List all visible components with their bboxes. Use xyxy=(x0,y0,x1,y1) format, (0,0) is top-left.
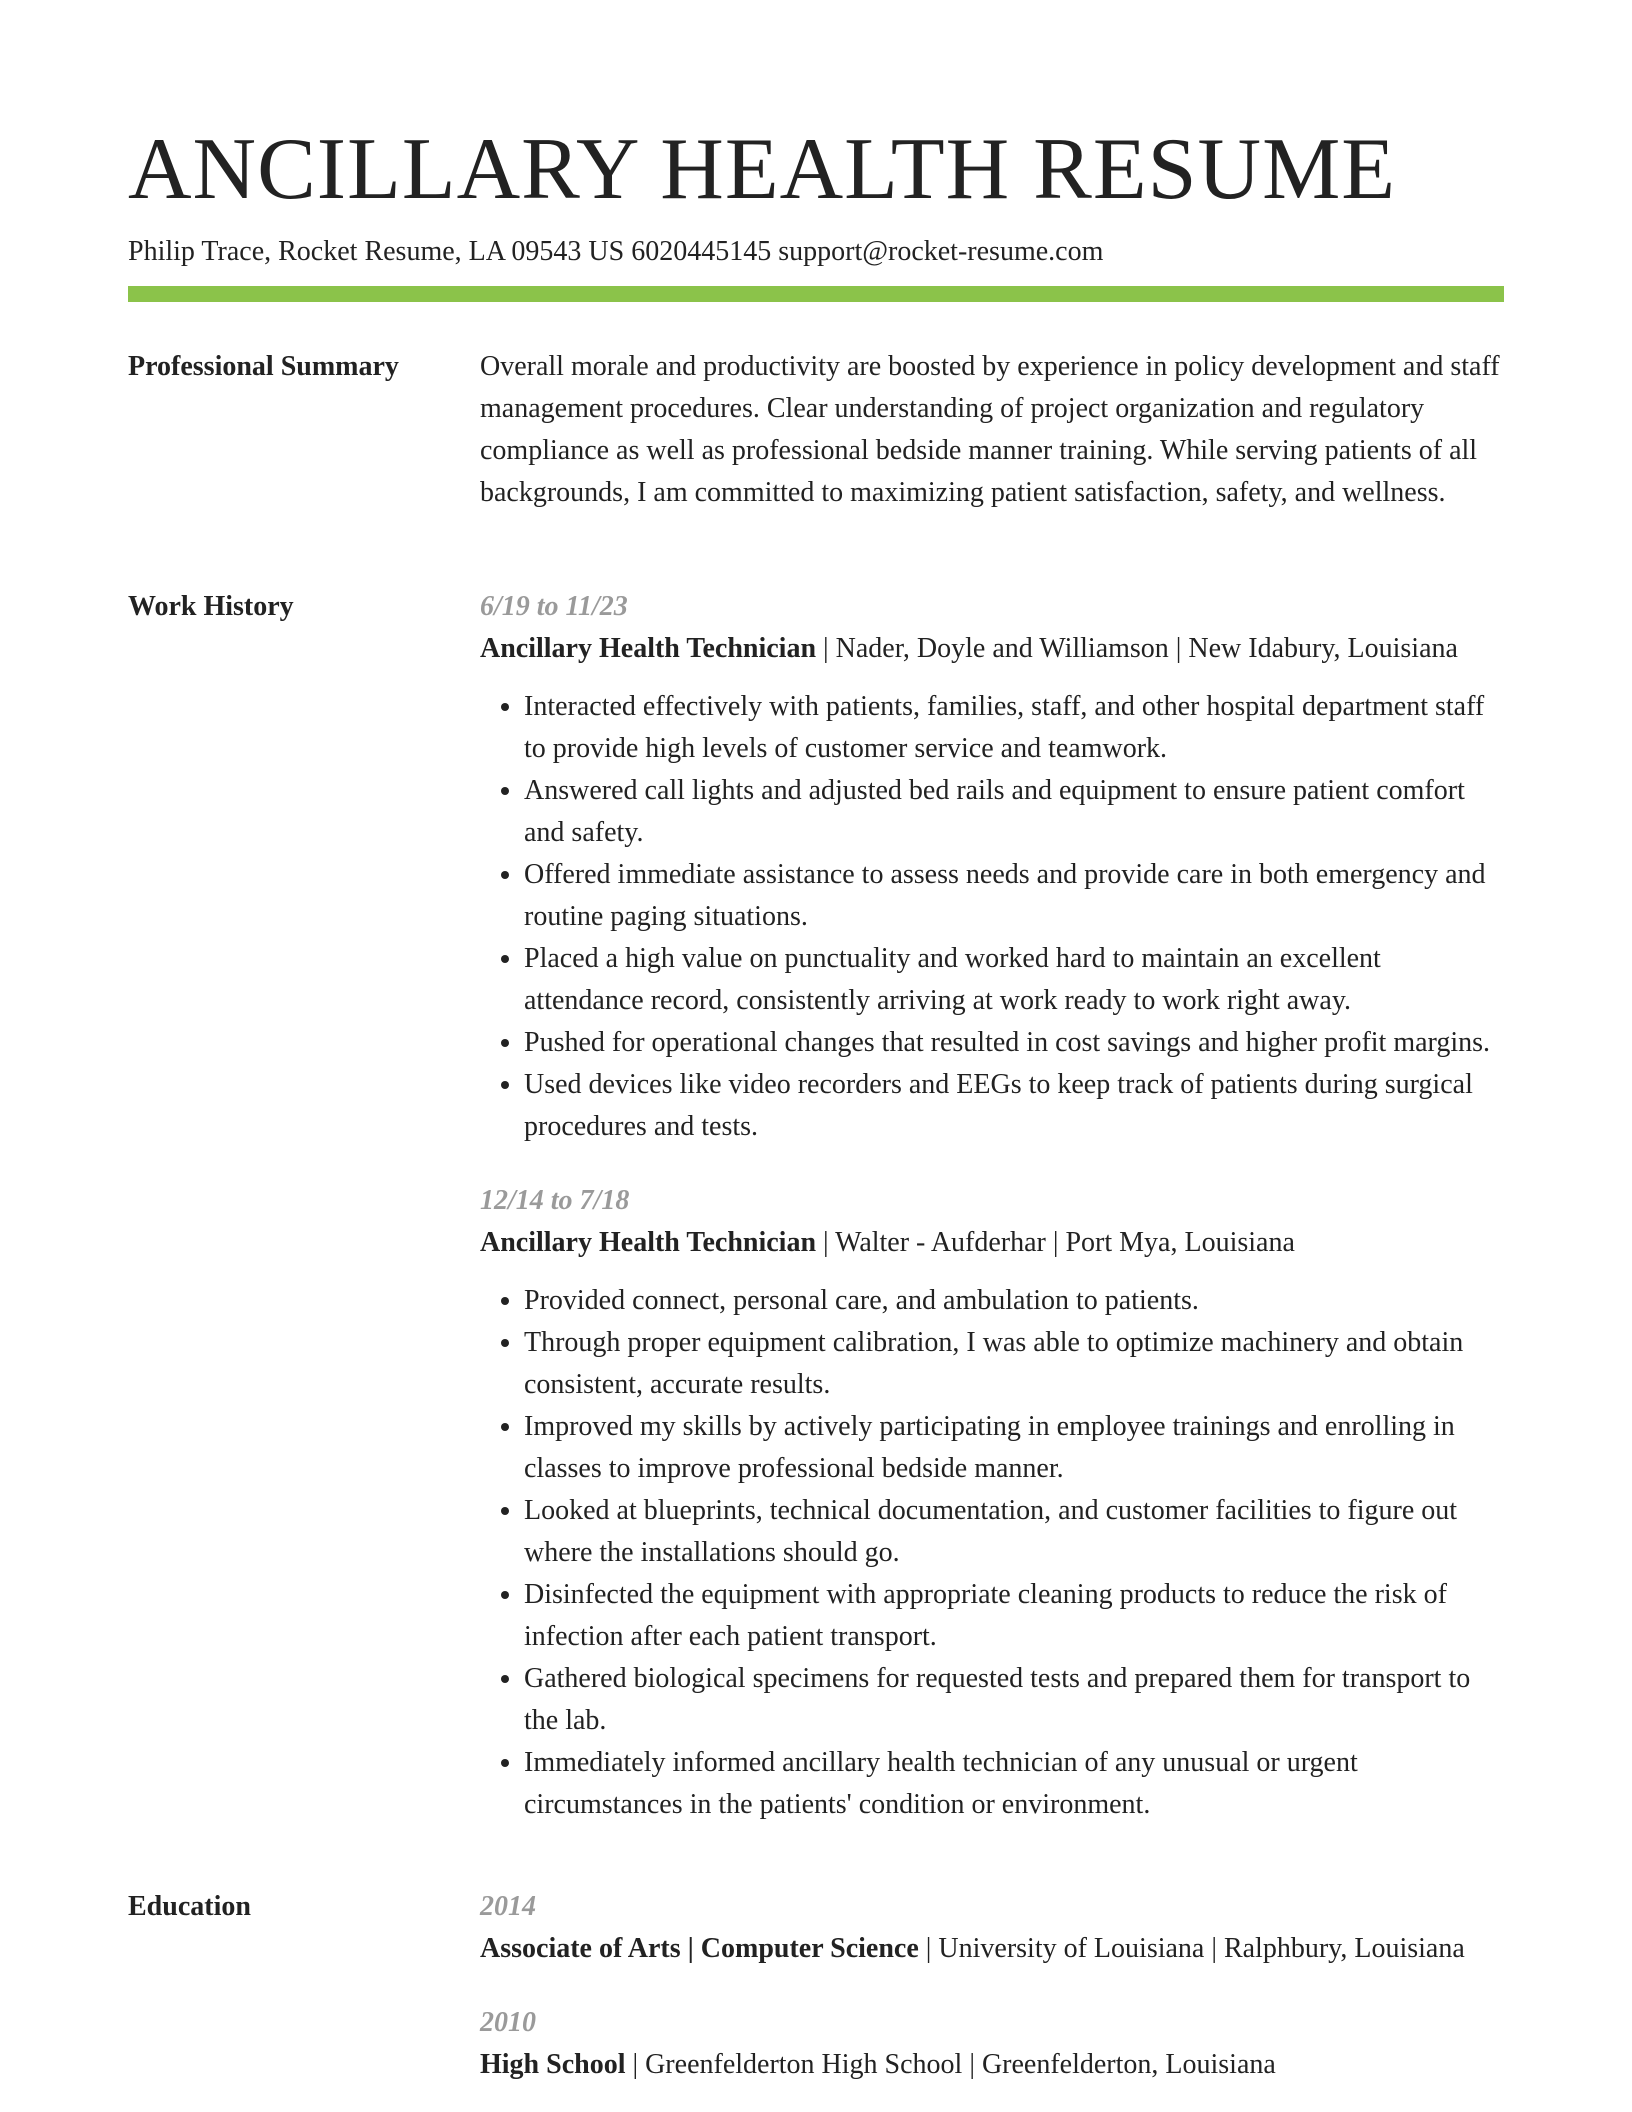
list-item: • Offered immediate assistance to assess needs and provide care in both emergency and routine paging situations. xyxy=(524,854,1504,938)
section-label-summary: Professional Summary xyxy=(128,351,399,382)
list-item: • Pushed for operational changes that resulted in cost savings and higher profit margins. xyxy=(524,1022,1504,1064)
education-entry xyxy=(480,2002,1504,2086)
summary-text: Overall morale and productivity are boosted by experience in policy development and staff management procedures. Clear understanding of project organization and regulatory compliance as well as professional bedside manner training. While serving patients of all backgrounds, I am committed to maximizing patient satisfaction, safety, and wellness. xyxy=(480,351,1500,508)
section-label-education: Education xyxy=(128,1891,251,1922)
job-role-line xyxy=(480,1222,1504,1264)
job-details: | Walter - Aufderhar | Port Mya, Louisiana xyxy=(816,1227,1295,1258)
education-entry xyxy=(480,1886,1504,1970)
list-item: • Looked at blueprints, technical documentation, and customer facilities to figure out where the installations should go. xyxy=(524,1490,1504,1574)
education-line xyxy=(480,1928,1504,1970)
page-title: ANCILLARY HEALTH RESUME xyxy=(128,121,1397,218)
education-details: | University of Louisiana | Ralphbury, Louisiana xyxy=(918,1933,1465,1964)
list-item: • Provided connect, personal care, and ambulation to patients. xyxy=(524,1280,1504,1322)
work-body xyxy=(480,586,1504,1826)
education-degree: High School xyxy=(480,2049,626,2080)
list-item: • Answered call lights and adjusted bed rails and equipment to ensure patient comfort and safety. xyxy=(524,770,1504,854)
list-item: • Used devices like video recorders and EEGs to keep track of patients during surgical procedures and tests. xyxy=(524,1064,1504,1148)
job-dates: 6/19 to 11/23 xyxy=(480,591,628,622)
job-details: | Nader, Doyle and Williamson | New Idabury, Louisiana xyxy=(816,633,1458,664)
resume-header xyxy=(128,118,1504,270)
list-item: • Interacted effectively with patients, families, staff, and other hospital department staff to provide high levels of customer service and teamwork. xyxy=(524,686,1504,770)
education-details: | Greenfelderton High School | Greenfelderton, Louisiana xyxy=(625,2049,1276,2080)
job-title: Ancillary Health Technician xyxy=(480,633,817,664)
job-title: Ancillary Health Technician xyxy=(480,1227,817,1258)
list-item: • Gathered biological specimens for requested tests and prepared them for transport to the lab. xyxy=(524,1658,1504,1742)
list-item: • Placed a high value on punctuality and worked hard to maintain an excellent attendance record, consistently arriving at work ready to work right away. xyxy=(524,938,1504,1022)
education-degree: Associate of Arts | Computer Science xyxy=(480,1933,919,1964)
list-item: • Disinfected the equipment with appropriate cleaning products to reduce the risk of infection after each patient transport. xyxy=(524,1574,1504,1658)
education-line xyxy=(480,2044,1504,2086)
job-dates: 12/14 to 7/18 xyxy=(480,1185,630,1216)
accent-divider xyxy=(128,286,1504,302)
education-year: 2010 xyxy=(480,2007,536,2038)
list-item: • Through proper equipment calibration, I was able to optimize machinery and obtain consistent, accurate results. xyxy=(524,1322,1504,1406)
education-body xyxy=(480,1886,1504,2086)
job-entry xyxy=(480,586,1504,1148)
job-bullets xyxy=(480,686,1504,1148)
list-item: • Immediately informed ancillary health technician of any unusual or urgent circumstances in the patients' condition or environment. xyxy=(524,1742,1504,1826)
job-entry xyxy=(480,1180,1504,1826)
education-year: 2014 xyxy=(480,1891,536,1922)
contact-line: Philip Trace, Rocket Resume, LA 09543 US 6020445145 support@rocket-resume.com xyxy=(128,236,1104,267)
list-item: • Improved my skills by actively participating in employee trainings and enrolling in classes to improve professional bedside manner. xyxy=(524,1406,1504,1490)
job-bullets xyxy=(480,1280,1504,1826)
job-role-line xyxy=(480,628,1504,670)
summary-body xyxy=(480,346,1504,514)
section-label-work: Work History xyxy=(128,591,294,622)
